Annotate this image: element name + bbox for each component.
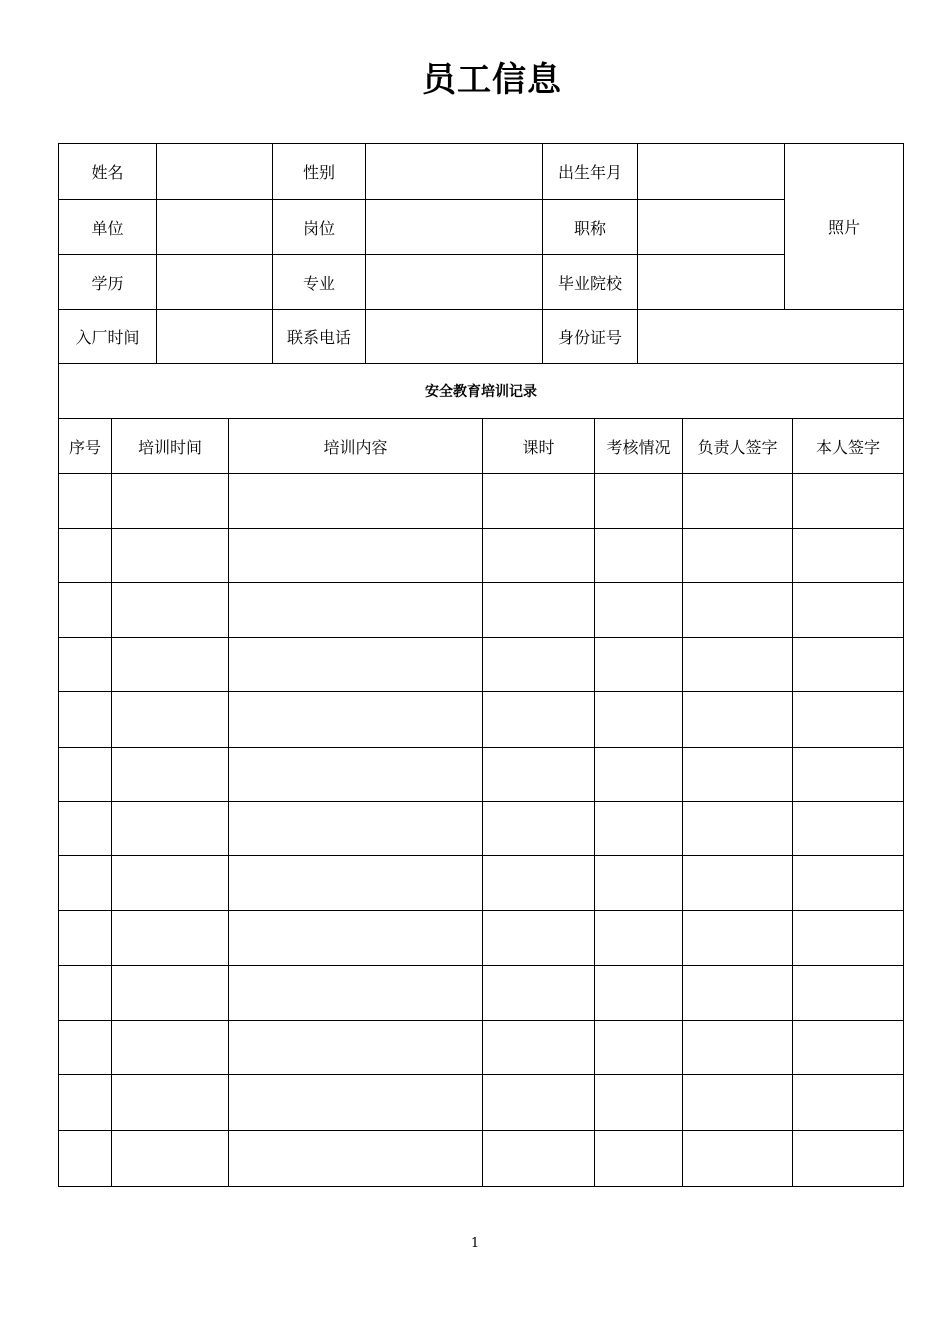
- name-label: 姓名: [59, 144, 157, 200]
- training-row-13-assessment[interactable]: [595, 1131, 683, 1186]
- header-class-hours: 课时: [483, 419, 595, 474]
- training-row-6-class-hours[interactable]: [483, 748, 595, 802]
- training-row-11-assessment[interactable]: [595, 1021, 683, 1075]
- training-row-2-assessment[interactable]: [595, 529, 683, 583]
- post-field[interactable]: [366, 200, 543, 255]
- training-row-7-supervisor-signature[interactable]: [683, 802, 793, 856]
- training-row-7-self-signature[interactable]: [793, 802, 903, 856]
- employee-info-sheet: [58, 143, 904, 1187]
- training-row-12-training-time[interactable]: [112, 1075, 229, 1131]
- training-row-9-training-time[interactable]: [112, 911, 229, 966]
- training-row-4-self-signature[interactable]: [793, 638, 903, 692]
- training-row-9-training-content[interactable]: [229, 911, 483, 966]
- training-row-11-class-hours[interactable]: [483, 1021, 595, 1075]
- training-row-1-self-signature[interactable]: [793, 474, 903, 529]
- training-row-9-seq[interactable]: [59, 911, 112, 966]
- education-field[interactable]: [157, 255, 273, 310]
- training-row-12-seq[interactable]: [59, 1075, 112, 1131]
- training-row-13-training-time[interactable]: [112, 1131, 229, 1186]
- training-row-10-supervisor-signature[interactable]: [683, 966, 793, 1021]
- training-section-title: 安全教育培训记录: [59, 364, 903, 419]
- training-row-3-supervisor-signature[interactable]: [683, 583, 793, 638]
- header-seq: 序号: [59, 419, 112, 474]
- training-row-8-training-time[interactable]: [112, 856, 229, 911]
- training-row-5-self-signature[interactable]: [793, 692, 903, 748]
- training-row-9-assessment[interactable]: [595, 911, 683, 966]
- training-row-6-training-time[interactable]: [112, 748, 229, 802]
- header-supervisor-signature: 负责人签字: [683, 419, 793, 474]
- training-row-1-class-hours[interactable]: [483, 474, 595, 529]
- training-row-2-supervisor-signature[interactable]: [683, 529, 793, 583]
- birth-label: 出生年月: [543, 144, 638, 200]
- training-row-8-training-content[interactable]: [229, 856, 483, 911]
- training-row-6-training-content[interactable]: [229, 748, 483, 802]
- training-row-1-supervisor-signature[interactable]: [683, 474, 793, 529]
- phone-label: 联系电话: [273, 310, 366, 364]
- training-row-6-self-signature[interactable]: [793, 748, 903, 802]
- header-training-time: 培训时间: [112, 419, 229, 474]
- post-label: 岗位: [273, 200, 366, 255]
- training-row-5-training-time[interactable]: [112, 692, 229, 748]
- training-row-8-assessment[interactable]: [595, 856, 683, 911]
- training-row-5-supervisor-signature[interactable]: [683, 692, 793, 748]
- training-row-10-training-time[interactable]: [112, 966, 229, 1021]
- training-row-2-self-signature[interactable]: [793, 529, 903, 583]
- training-row-6-assessment[interactable]: [595, 748, 683, 802]
- training-row-9-class-hours[interactable]: [483, 911, 595, 966]
- name-field[interactable]: [157, 144, 273, 200]
- training-row-11-self-signature[interactable]: [793, 1021, 903, 1075]
- training-row-4-supervisor-signature[interactable]: [683, 638, 793, 692]
- unit-label: 单位: [59, 200, 157, 255]
- training-row-13-seq[interactable]: [59, 1131, 112, 1186]
- gender-field[interactable]: [366, 144, 543, 200]
- training-row-1-assessment[interactable]: [595, 474, 683, 529]
- training-row-4-training-time[interactable]: [112, 638, 229, 692]
- training-row-13-training-content[interactable]: [229, 1131, 483, 1186]
- training-row-11-training-content[interactable]: [229, 1021, 483, 1075]
- header-self-signature: 本人签字: [793, 419, 903, 474]
- training-row-5-class-hours[interactable]: [483, 692, 595, 748]
- training-row-10-self-signature[interactable]: [793, 966, 903, 1021]
- major-label: 专业: [273, 255, 366, 310]
- training-row-12-assessment[interactable]: [595, 1075, 683, 1131]
- training-row-12-class-hours[interactable]: [483, 1075, 595, 1131]
- id-label: 身份证号: [543, 310, 638, 364]
- training-row-11-supervisor-signature[interactable]: [683, 1021, 793, 1075]
- training-row-4-seq[interactable]: [59, 638, 112, 692]
- training-row-1-training-time[interactable]: [112, 474, 229, 529]
- training-row-8-self-signature[interactable]: [793, 856, 903, 911]
- training-row-7-training-time[interactable]: [112, 802, 229, 856]
- training-row-2-class-hours[interactable]: [483, 529, 595, 583]
- training-row-5-assessment[interactable]: [595, 692, 683, 748]
- training-row-3-training-content[interactable]: [229, 583, 483, 638]
- entry-date-label: 入厂时间: [59, 310, 157, 364]
- training-row-6-supervisor-signature[interactable]: [683, 748, 793, 802]
- training-row-2-training-content[interactable]: [229, 529, 483, 583]
- gender-label: 性别: [273, 144, 366, 200]
- page-number: 1: [470, 1236, 480, 1251]
- header-training-content: 培训内容: [229, 419, 483, 474]
- training-row-8-seq[interactable]: [59, 856, 112, 911]
- training-row-8-supervisor-signature[interactable]: [683, 856, 793, 911]
- training-row-7-seq[interactable]: [59, 802, 112, 856]
- photo-box[interactable]: 照片: [785, 144, 903, 310]
- job-title-field[interactable]: [638, 200, 785, 255]
- page-title: 员工信息: [422, 60, 562, 100]
- training-row-9-supervisor-signature[interactable]: [683, 911, 793, 966]
- school-label: 毕业院校: [543, 255, 638, 310]
- training-row-6-seq[interactable]: [59, 748, 112, 802]
- entry-date-field[interactable]: [157, 310, 273, 364]
- training-row-4-assessment[interactable]: [595, 638, 683, 692]
- training-row-1-training-content[interactable]: [229, 474, 483, 529]
- training-row-10-training-content[interactable]: [229, 966, 483, 1021]
- header-assessment: 考核情况: [595, 419, 683, 474]
- training-row-10-assessment[interactable]: [595, 966, 683, 1021]
- training-row-3-assessment[interactable]: [595, 583, 683, 638]
- training-row-13-self-signature[interactable]: [793, 1131, 903, 1186]
- training-row-12-self-signature[interactable]: [793, 1075, 903, 1131]
- training-row-10-seq[interactable]: [59, 966, 112, 1021]
- training-row-9-self-signature[interactable]: [793, 911, 903, 966]
- training-row-5-seq[interactable]: [59, 692, 112, 748]
- unit-field[interactable]: [157, 200, 273, 255]
- training-row-12-training-content[interactable]: [229, 1075, 483, 1131]
- training-row-7-training-content[interactable]: [229, 802, 483, 856]
- training-row-13-class-hours[interactable]: [483, 1131, 595, 1186]
- phone-field[interactable]: [366, 310, 543, 364]
- training-row-11-training-time[interactable]: [112, 1021, 229, 1075]
- training-row-13-supervisor-signature[interactable]: [683, 1131, 793, 1186]
- id-field[interactable]: [638, 310, 903, 364]
- major-field[interactable]: [366, 255, 543, 310]
- education-label: 学历: [59, 255, 157, 310]
- training-row-12-supervisor-signature[interactable]: [683, 1075, 793, 1131]
- birth-field[interactable]: [638, 144, 785, 200]
- training-row-7-assessment[interactable]: [595, 802, 683, 856]
- job-title-label: 职称: [543, 200, 638, 255]
- training-row-5-training-content[interactable]: [229, 692, 483, 748]
- training-row-7-class-hours[interactable]: [483, 802, 595, 856]
- training-row-11-seq[interactable]: [59, 1021, 112, 1075]
- training-row-2-seq[interactable]: [59, 529, 112, 583]
- training-row-8-class-hours[interactable]: [483, 856, 595, 911]
- training-row-4-class-hours[interactable]: [483, 638, 595, 692]
- school-field[interactable]: [638, 255, 785, 310]
- training-row-3-class-hours[interactable]: [483, 583, 595, 638]
- training-row-3-self-signature[interactable]: [793, 583, 903, 638]
- training-row-4-training-content[interactable]: [229, 638, 483, 692]
- training-row-2-training-time[interactable]: [112, 529, 229, 583]
- training-row-3-seq[interactable]: [59, 583, 112, 638]
- training-row-1-seq[interactable]: [59, 474, 112, 529]
- training-row-3-training-time[interactable]: [112, 583, 229, 638]
- training-row-10-class-hours[interactable]: [483, 966, 595, 1021]
